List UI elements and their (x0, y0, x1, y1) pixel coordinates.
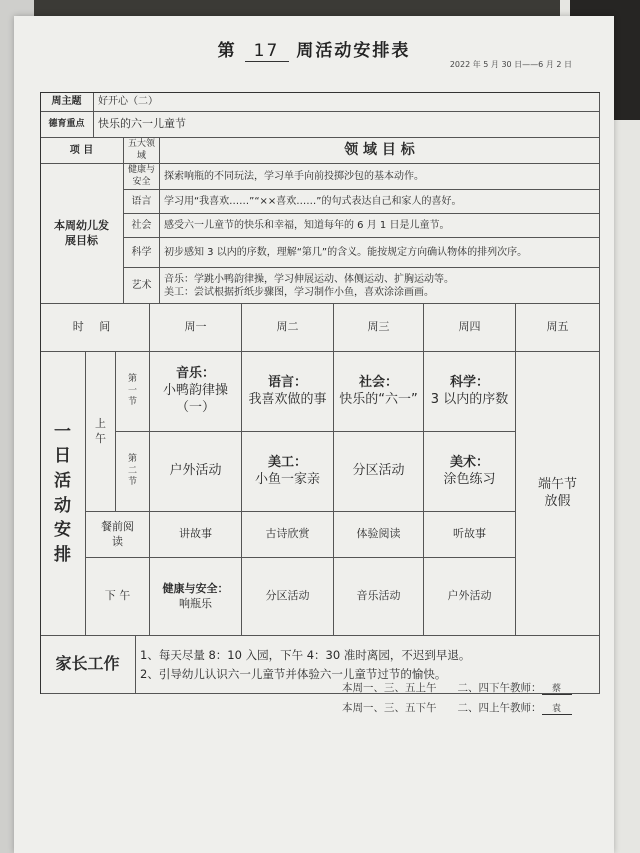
parent-work-item-2: 2、引导幼儿认识六一儿童节并体验六一儿童节过节的愉快。 (140, 666, 447, 681)
am1-wed-text: 快乐的“六一” (339, 391, 418, 407)
pm-wed (334, 558, 424, 636)
goal-text-health: 探索响瓶的不同玩法，学习单手向前投掷沙包的基本动作。 (160, 164, 600, 190)
breakfast-reading-label: 餐前阅读 (86, 512, 150, 558)
moral-value: 快乐的六一儿童节 (94, 112, 600, 138)
footer-line-2 (342, 700, 572, 715)
pm-thu (424, 558, 516, 636)
item-header: 项 目 (40, 138, 124, 164)
morning-label: 上午 (86, 352, 116, 512)
day-header-thu: 周四 (424, 304, 516, 352)
slot-1-label: 第一节 (116, 352, 150, 432)
parent-work-item-1: 1、每天尽量 8：10 入园，下午 4：30 准时离园，不迟到早退。 (140, 648, 471, 663)
am2-mon (150, 432, 242, 512)
goal-text-art-music: 音乐：学跳小鸭韵律操，学习伸展运动、体侧运动、扩胸运动等。 (164, 273, 454, 285)
daily-activity-label: 一日活动安排 (40, 352, 86, 636)
week-number: 17 (245, 41, 289, 62)
goal-domain-science: 科学 (124, 238, 160, 268)
am1-wed-title: 社会： (358, 374, 398, 390)
day-header-fri: 周五 (516, 304, 600, 352)
reading-thu: 听故事 (424, 512, 516, 558)
schedule-table (40, 92, 600, 694)
goal-domain-art: 艺术 (124, 268, 160, 304)
pm-mon (150, 558, 242, 636)
pm-wed-text: 音乐活动 (356, 589, 401, 603)
goal-text-science: 初步感知 3 以内的序数，理解“第几”的含义。能按规定方向确认物体的排列次序。 (160, 238, 600, 268)
paper-sheet (14, 16, 614, 853)
weekly-goals-label: 本周幼儿发展目标 (40, 164, 124, 304)
am1-mon-title: 音乐： (175, 366, 215, 382)
goal-text-language: 学习用“我喜欢……”“××喜欢……”的句式表达自己和家人的喜好。 (160, 190, 600, 214)
am1-thu-title: 科学： (449, 374, 489, 390)
time-header: 时 间 (40, 304, 150, 352)
goal-text-art (160, 268, 600, 304)
am1-tue (242, 352, 334, 432)
am2-tue-title: 美工： (267, 454, 307, 470)
reading-tue: 古诗欣赏 (242, 512, 334, 558)
am2-thu (424, 432, 516, 512)
am2-thu-title: 美术： (449, 454, 489, 470)
pm-mon-text: 响瓶乐 (179, 596, 212, 610)
pm-tue (242, 558, 334, 636)
pm-thu-text: 户外活动 (447, 589, 492, 603)
goal-domain-society: 社会 (124, 214, 160, 238)
am1-thu-text: 3 以内的序数 (430, 391, 509, 407)
pm-mon-title: 健康与安全： (162, 582, 229, 596)
am2-wed-text: 分区活动 (352, 463, 405, 479)
date-range: 2022 年 5 月 30 日——6 月 2 日 (449, 60, 572, 69)
footer-line-1-text: 本周一、三、五上午 二、四下午教师： (342, 682, 542, 694)
reading-wed: 体验阅读 (334, 512, 424, 558)
friday-holiday: 端午节放假 (516, 352, 600, 636)
am2-mon-text: 户外活动 (169, 463, 222, 479)
footer-line-1 (342, 680, 572, 695)
title-suffix: 周活动安排表 (296, 41, 411, 61)
five-domains-header: 五大领域 (124, 138, 160, 164)
teacher-signature-1: 蔡 (542, 681, 572, 695)
goal-domain-health: 健康与安全 (124, 164, 160, 190)
am2-wed (334, 432, 424, 512)
am1-mon (150, 352, 242, 432)
teacher-signature-2: 袁 (542, 701, 572, 715)
title-prefix: 第 (217, 41, 237, 61)
moral-label: 德育重点 (40, 112, 94, 138)
am1-mon-text: 小鸭韵律操（一） (162, 383, 228, 415)
theme-value: 好开心（二） (94, 92, 600, 112)
slot-2-label: 第二节 (116, 432, 150, 512)
am1-tue-text: 我喜欢做的事 (248, 391, 327, 407)
am1-wed (334, 352, 424, 432)
domain-goals-header: 领 域 目 标 (160, 138, 600, 164)
goal-text-art-craft: 美工：尝试根据折纸步骤图，学习制作小鱼，喜欢涂涂画画。 (164, 286, 434, 298)
day-header-mon: 周一 (150, 304, 242, 352)
am1-tue-title: 语言： (267, 374, 307, 390)
afternoon-label: 下 午 (86, 558, 150, 636)
parent-work-label: 家长工作 (40, 636, 136, 694)
goal-domain-language: 语言 (124, 190, 160, 214)
am2-tue (242, 432, 334, 512)
pm-tue-text: 分区活动 (265, 589, 310, 603)
footer-line-2-text: 本周一、三、五下午 二、四上午教师： (342, 702, 542, 714)
theme-label: 周主题 (40, 92, 94, 112)
reading-mon: 讲故事 (150, 512, 242, 558)
goal-text-society: 感受六一儿童节的快乐和幸福，知道每年的 6 月 1 日是儿童节。 (160, 214, 600, 238)
am2-tue-text: 小鱼一家亲 (254, 471, 320, 487)
day-header-wed: 周三 (334, 304, 424, 352)
am1-thu (424, 352, 516, 432)
am2-thu-text: 涂色练习 (443, 471, 496, 487)
day-header-tue: 周二 (242, 304, 334, 352)
